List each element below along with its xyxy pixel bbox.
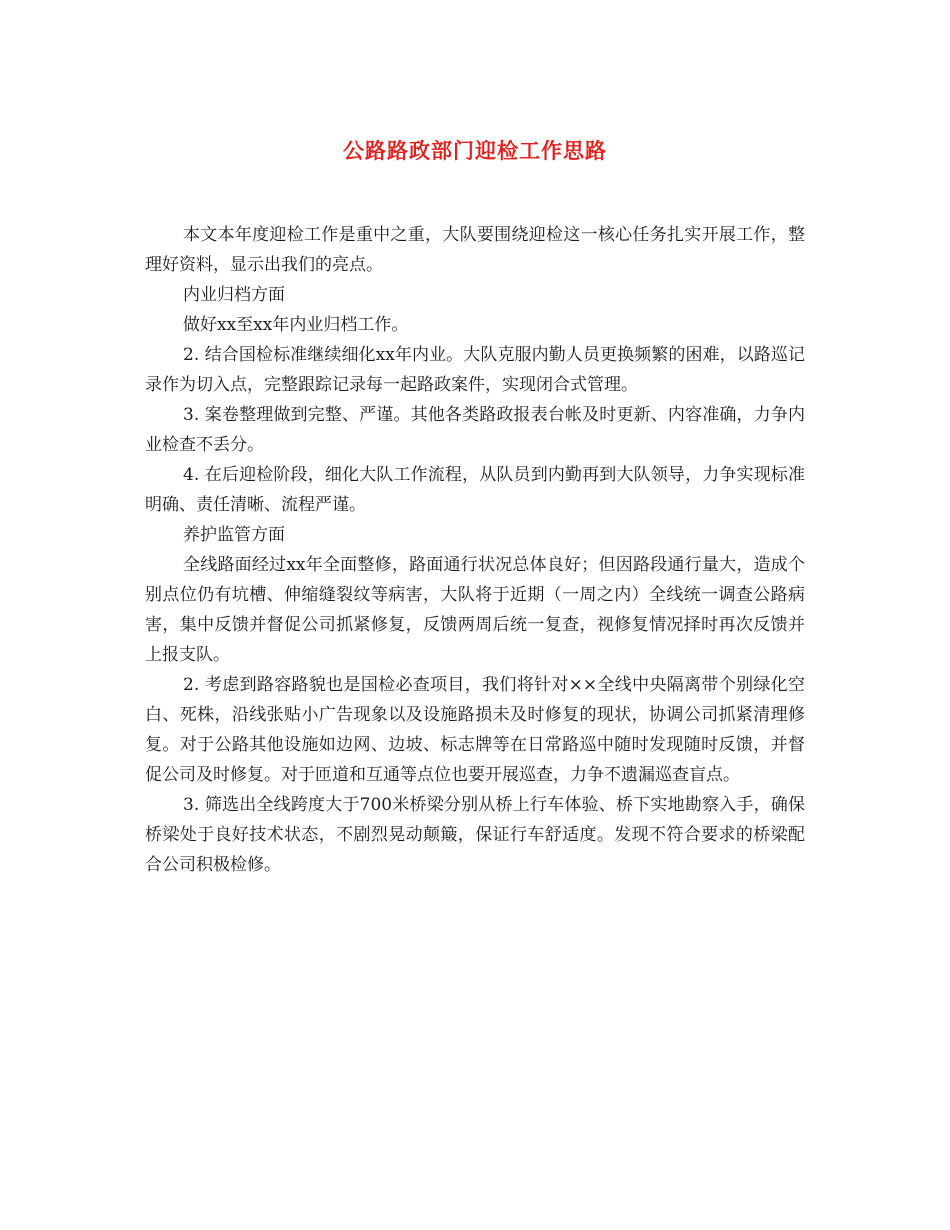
document-body [145, 220, 805, 880]
paragraph-archive-2: 2. 结合国检标准继续细化xx年内业。大队克服内勤人员更换频繁的困难，以路巡记录作为切入点，完整跟踪记录每一起路政案件，实现闭合式管理。 [145, 345, 805, 395]
paragraph-archive-3: 3. 案卷整理做到完整、严谨。其他各类路政报表台帐及时更新、内容准确，力争内业检查不丢分。 [145, 405, 805, 455]
paragraph-archive-4: 4. 在后迎检阶段，细化大队工作流程，从队员到内勤再到大队领导，力争实现标准明确、责任清晰、流程严谨。 [145, 465, 805, 515]
paragraph-maintenance-1: 全线路面经过xx年全面整修，路面通行状况总体良好；但因路段通行量大，造成个别点位仍有坑槽、伸缩缝裂纹等病害，大队将于近期（一周之内）全线统一调查公路病害，集中反馈并督促公司抓紧修复，反馈两周后统一复查，视修复情况择时再次反馈并上报支队。 [145, 555, 805, 665]
paragraph-archive-1: 做好xx至xx年内业归档工作。 [183, 315, 409, 335]
paragraph-maintenance-2: 2. 考虑到路容路貌也是国检必查项目，我们将针对××全线中央隔离带个别绿化空白、死株，沿线张贴小广告现象以及设施路损未及时修复的现状，协调公司抓紧清理修复。对于公路其他设施如边网、边坡、标志牌等在日常路巡中随时发现随时反馈，并督促公司及时修复。对于匝道和互通等点位也要开展巡查，力争不遗漏巡查盲点。 [145, 675, 805, 785]
section-heading-maintenance: 养护监管方面 [183, 525, 285, 545]
document-title: 公路路政部门迎检工作思路 [343, 138, 607, 163]
section-heading-internal-archive: 内业归档方面 [183, 285, 285, 305]
paragraph-intro: 本文本年度迎检工作是重中之重，大队要围绕迎检这一核心任务扎实开展工作，整理好资料，显示出我们的亮点。 [145, 225, 805, 275]
paragraph-maintenance-3: 3. 筛选出全线跨度大于700米桥梁分别从桥上行车体验、桥下实地勘察入手，确保桥梁处于良好技术状态，不剧烈晃动颠簸，保证行车舒适度。发现不符合要求的桥梁配合公司积极检修。 [145, 795, 805, 875]
